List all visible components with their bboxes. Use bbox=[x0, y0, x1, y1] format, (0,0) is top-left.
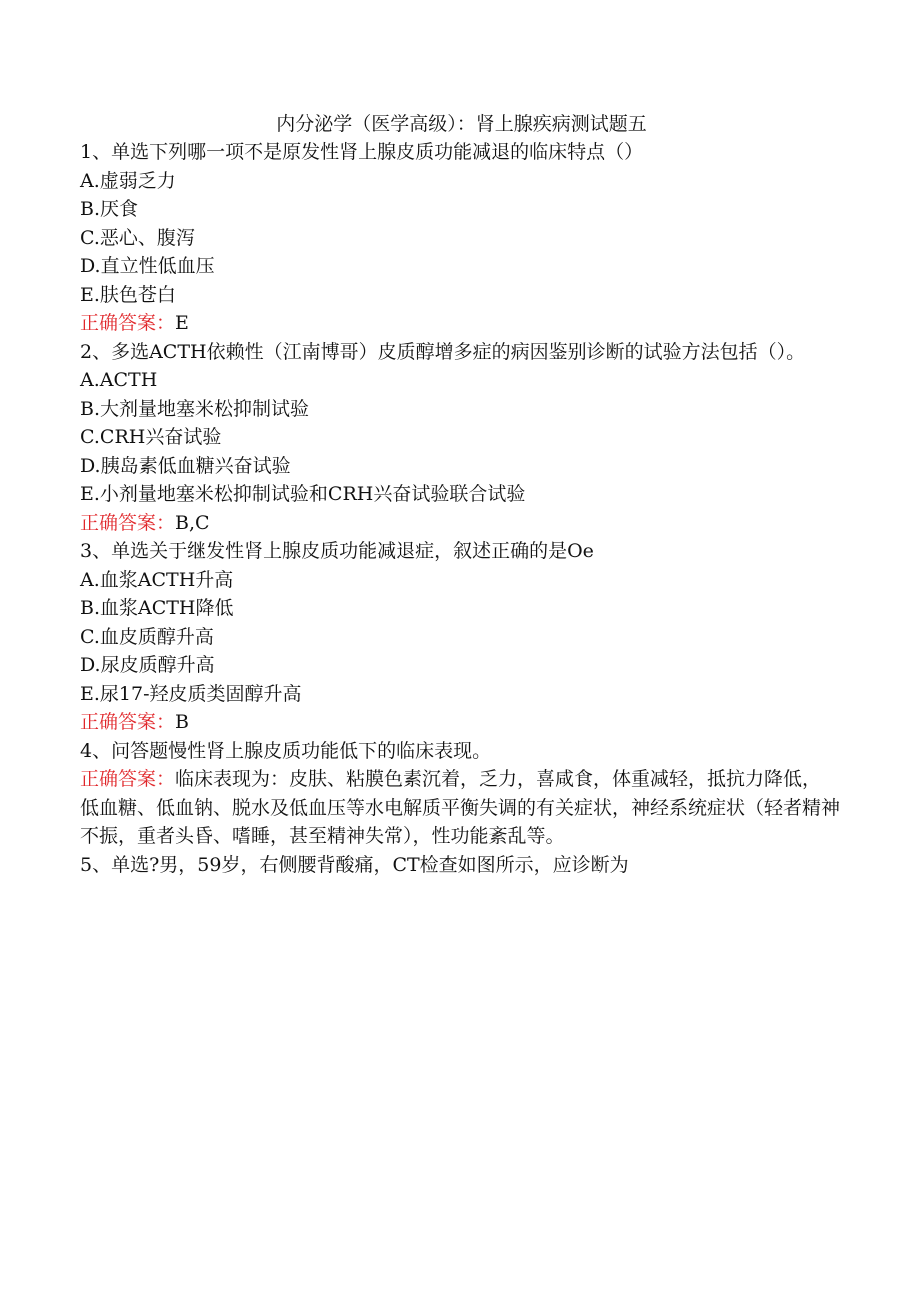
option-e: E.尿17-羟皮质类固醇升高 bbox=[80, 682, 302, 705]
question-stem: 2、多选ACTH依赖性（江南博哥）皮质醇增多症的病因鉴别诊断的试验方法包括（）。 bbox=[80, 340, 806, 363]
question-2 bbox=[80, 338, 840, 538]
option-c: C.血皮质醇升高 bbox=[80, 625, 214, 648]
answer-label: 正确答案： bbox=[80, 312, 176, 334]
option-b: B.血浆ACTH降低 bbox=[80, 597, 234, 619]
answer-value: B bbox=[175, 711, 189, 733]
answer-label: 正确答案： bbox=[80, 511, 176, 534]
answer-value: B,C bbox=[175, 511, 210, 534]
option-d: D.尿皮质醇升高 bbox=[80, 654, 215, 676]
option-e: E.肤色苍白 bbox=[80, 283, 176, 306]
question-stem: 5、单选?男，59岁，右侧腰背酸痛，CT检查如图所示，应诊断为 bbox=[80, 853, 629, 876]
option-d: D.胰岛素低血糖兴奋试验 bbox=[80, 454, 291, 477]
correct-answer bbox=[80, 765, 840, 851]
question-stem: 4、问答题慢性肾上腺皮质功能低下的临床表现。 bbox=[80, 739, 492, 762]
correct-answer bbox=[80, 509, 840, 538]
question-stem: 1、单选下列哪一项不是原发性肾上腺皮质功能减退的临床特点（） bbox=[80, 141, 644, 163]
option-a: A.血浆ACTH升高 bbox=[80, 568, 234, 591]
question-stem: 3、单选关于继发性肾上腺皮质功能减退症，叙述正确的是Oe bbox=[80, 540, 594, 562]
answer-label: 正确答案： bbox=[80, 711, 176, 733]
document-content bbox=[80, 110, 840, 879]
option-e: E.小剂量地塞米松抑制试验和CRH兴奋试验联合试验 bbox=[80, 483, 526, 505]
question-1 bbox=[80, 138, 840, 338]
answer-label: 正确答案： bbox=[80, 768, 176, 790]
option-b: B.大剂量地塞米松抑制试验 bbox=[80, 397, 310, 420]
option-a: A.虚弱乏力 bbox=[80, 169, 176, 192]
question-4 bbox=[80, 737, 840, 851]
question-5 bbox=[80, 851, 840, 880]
answer-value: 临床表现为：皮肤、粘膜色素沉着，乏力，喜咸食，体重减轻，抵抗力降低，低血糖、低血钠、脱水及低血压等水电解质平衡失调的有关症状，神经系统症状（轻者精神不振，重者头昏、嗜睡，甚至精神失常），性功能紊乱等。 bbox=[80, 768, 841, 847]
question-3 bbox=[80, 537, 840, 737]
option-d: D.直立性低血压 bbox=[80, 255, 215, 277]
option-a: A.ACTH bbox=[80, 369, 158, 391]
correct-answer bbox=[80, 708, 840, 737]
option-c: C.CRH兴奋试验 bbox=[80, 426, 222, 448]
answer-value: E bbox=[175, 312, 189, 334]
correct-answer bbox=[80, 309, 840, 338]
page-title: 内分泌学（医学高级）：肾上腺疾病测试题五 bbox=[276, 113, 647, 135]
option-b: B.厌食 bbox=[80, 198, 139, 220]
option-c: C.恶心、腹泻 bbox=[80, 226, 195, 249]
